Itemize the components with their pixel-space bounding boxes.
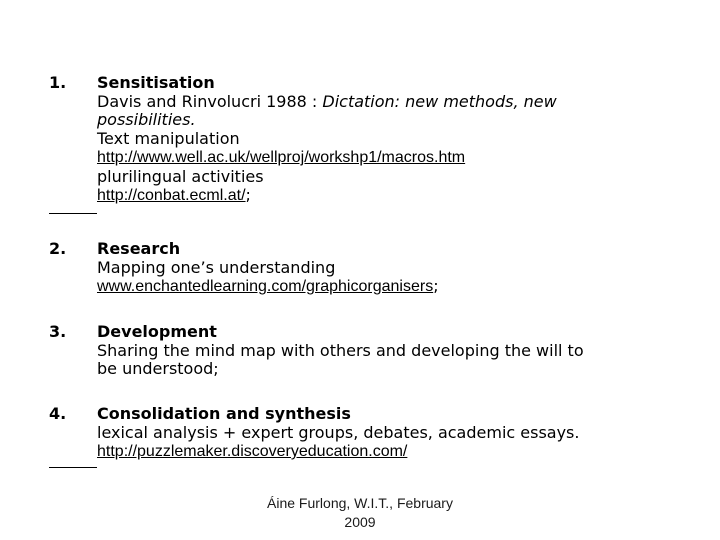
item-number-3: 3. (49, 322, 67, 341)
item-block-development (97, 323, 697, 379)
plurilingual-label: plurilingual activities (97, 166, 264, 186)
heading-consolidation: Consolidation and synthesis (97, 404, 351, 423)
conbat-link[interactable]: http://conbat.ecml.at/ (97, 187, 246, 204)
hanging-underline-4 (49, 467, 97, 468)
footer-credit (240, 494, 480, 532)
item-number-2: 2. (49, 239, 67, 258)
text-manipulation-label: Text manipulation (97, 128, 240, 148)
footer-year: 2009 (344, 514, 376, 530)
heading-research: Research (97, 239, 181, 258)
heading-development: Development (97, 322, 217, 341)
enchanted-suffix: ; (433, 276, 439, 295)
heading-sensitisation: Sensitisation (97, 73, 215, 92)
item-block-research (97, 240, 697, 297)
citation-title: Dictation: new methods, new (322, 91, 557, 111)
footer-author: Áine Furlong, W.I.T., February (267, 495, 453, 511)
citation-line (97, 93, 697, 112)
item-block-consolidation (97, 405, 697, 462)
macros-link[interactable]: http://www.well.ac.uk/wellproj/workshp1/macros.htm (97, 149, 466, 166)
conbat-suffix: ; (245, 185, 251, 204)
item-number-1: 1. (49, 73, 67, 92)
mapping-label: Mapping one’s understanding (97, 257, 336, 277)
citation-prefix: Davis and Rinvolucri 1988 : (97, 91, 323, 111)
item-number-4: 4. (49, 404, 67, 423)
puzzlemaker-link[interactable]: http://puzzlemaker.discoveryeducation.com/ (97, 443, 408, 460)
sharing-line-continued: be understood; (97, 359, 219, 378)
lexical-line: lexical analysis + expert groups, debates, academic essays. (97, 422, 580, 442)
hanging-underline-1 (49, 213, 97, 214)
item-block-sensitisation (97, 74, 697, 206)
citation-title-continued: possibilities. (97, 110, 196, 129)
sharing-line: Sharing the mind map with others and developing the will to (97, 340, 584, 360)
enchantedlearning-link[interactable]: www.enchantedlearning.com/graphicorganisers (97, 278, 434, 295)
